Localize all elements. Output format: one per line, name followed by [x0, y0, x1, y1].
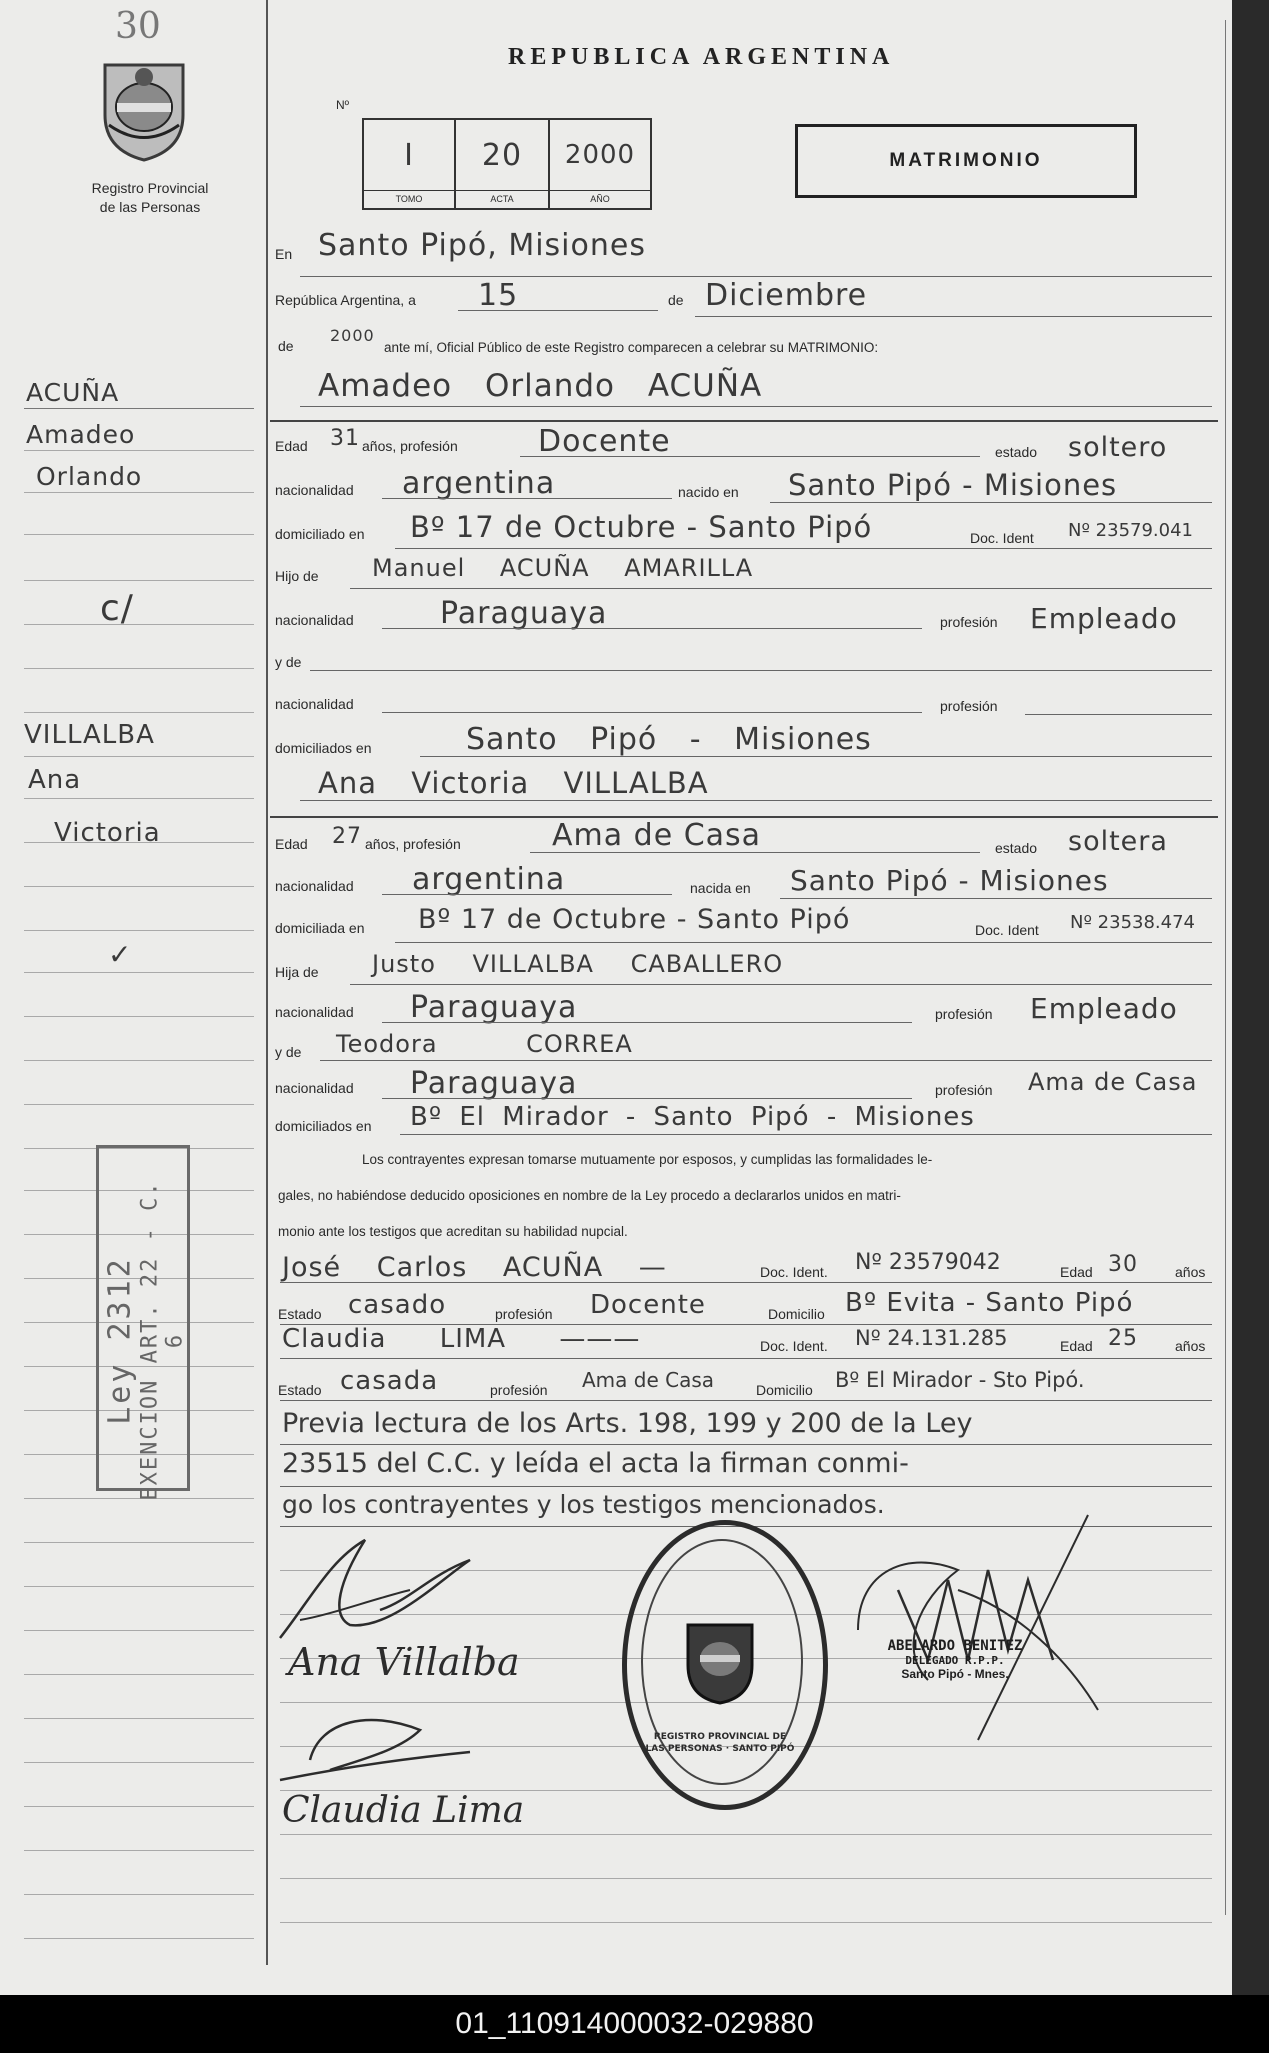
record-acta: 20 — [481, 138, 523, 173]
intro-en: En — [275, 246, 293, 262]
groom-mother-nat-label: nacionalidad — [275, 696, 354, 712]
file-id-caption: 01_110914000032-029880 — [0, 1995, 1269, 2053]
seal-text: REGISTRO PROVINCIAL DE LAS PERSONAS · SANTO PIPÓ — [645, 1732, 795, 1754]
groom-doc-label: Doc. Ident — [970, 530, 1034, 546]
signature-witness1 — [270, 1700, 490, 1800]
bride-father-nat-label: nacionalidad — [275, 1004, 354, 1020]
exemption-stamp — [96, 1145, 190, 1501]
margin-groom-name2: Orlando — [36, 462, 143, 491]
coat-of-arms-icon — [95, 55, 193, 165]
bride-doc-label: Doc. Ident — [975, 922, 1039, 938]
bride-estado-label: estado — [995, 840, 1038, 856]
intro-month: Diciembre — [705, 278, 868, 313]
country-title: REPUBLICA ARGENTINA — [508, 44, 895, 70]
witness2-estado: casada — [340, 1366, 439, 1396]
witness2-prof-label: profesión — [490, 1382, 548, 1398]
groom-father: Manuel ACUÑA AMARILLA — [372, 554, 754, 582]
witness2-edad-label: Edad — [1060, 1338, 1093, 1354]
registry-name-line1: Registro Provincial — [91, 180, 209, 196]
closing-line3: go los contrayentes y los testigos mencionados. — [282, 1490, 885, 1519]
groom-doc: Nº 23579.041 — [1068, 520, 1194, 541]
stamp-line1: Ley 2312 — [102, 1256, 138, 1425]
signature-bride: Ana Villalba — [288, 1640, 520, 1684]
margin-check: ✓ — [108, 938, 133, 971]
bride-mother-nat: Paraguaya — [410, 1066, 578, 1101]
margin-bride-name2: Victoria — [54, 818, 161, 848]
groom-dom-label: domiciliado en — [275, 526, 365, 542]
scanner-edge — [1232, 0, 1269, 1995]
official-seal — [622, 1520, 828, 1810]
witness1-age: 30 — [1108, 1252, 1138, 1277]
declaration-line2: gales, no habiéndose deducido oposiciones en nombre de la Ley procedo a declararlos unidos en matri- — [278, 1188, 901, 1203]
bride-nationality: argentina — [412, 862, 566, 897]
groom-edad-label: Edad — [275, 438, 308, 454]
intro-day: 15 — [478, 278, 519, 313]
groom-born-label: nacido en — [678, 484, 739, 500]
witness1-estado-label: Estado — [278, 1306, 322, 1322]
intro-de2: de — [278, 338, 294, 354]
bride-mother: Teodora CORREA — [336, 1030, 633, 1058]
witness2-prof: Ama de Casa — [582, 1368, 715, 1392]
groom-mother-prof-label: profesión — [940, 698, 998, 714]
bride-parents-dom-label: domiciliados en — [275, 1118, 372, 1134]
groom-age: 31 — [330, 426, 360, 451]
groom-estado-label: estado — [995, 444, 1038, 460]
groom-born: Santo Pipó - Misiones — [788, 468, 1118, 502]
bride-edad-label: Edad — [275, 836, 308, 852]
bride-dom-label: domiciliada en — [275, 920, 365, 936]
record-tomo-label: TOMO — [364, 190, 454, 208]
groom-father-nat-label: nacionalidad — [275, 612, 354, 628]
closing-line2: 23515 del C.C. y leída el acta la firman conmi- — [282, 1448, 909, 1479]
stamp-line2: EXENCION ART. 22 - C. 6 — [137, 1180, 188, 1501]
witness1-name: José Carlos ACUÑA — — [282, 1252, 667, 1283]
witness1-prof-label: profesión — [495, 1306, 553, 1322]
bride-born-label: nacida en — [690, 880, 751, 896]
witness2-estado-label: Estado — [278, 1382, 322, 1398]
bride-parents-dom: Bº El Mirador - Santo Pipó - Misiones — [410, 1102, 975, 1132]
bride-mother-prof: Ama de Casa — [1028, 1068, 1198, 1096]
record-acta-label: ACTA — [456, 190, 548, 208]
groom-nac-label: nacionalidad — [275, 482, 354, 498]
bride-father-label: Hija de — [275, 964, 319, 980]
official-stamp-line1: ABELARDO BENITEZ — [887, 1638, 1023, 1654]
signature-witness2: Claudia Lima — [282, 1790, 525, 1831]
witness1-estado: casado — [348, 1290, 447, 1320]
official-stamp — [860, 1638, 1050, 1681]
declaration-line3: monio ante los testigos que acreditan su habilidad nupcial. — [278, 1224, 628, 1239]
declaration-line1: Los contrayentes expresan tomarse mutuamente por esposos, y cumplidas las formalidades le- — [362, 1152, 933, 1167]
witness1-prof: Docente — [590, 1290, 706, 1320]
intro-year: 2000 — [330, 326, 375, 345]
witness2-doc-label: Doc. Ident. — [760, 1338, 828, 1354]
margin-groom-name1: Amadeo — [26, 420, 136, 449]
signature-groom — [270, 1520, 500, 1650]
intro-place: Santo Pipó, Misiones — [318, 228, 646, 263]
record-anio: 2000 — [564, 140, 636, 170]
margin-groom-surname: ACUÑA — [26, 378, 120, 407]
witness1-anos-label: años — [1175, 1264, 1206, 1280]
bride-mother-prof-label: profesión — [935, 1082, 993, 1098]
record-anio-label: AÑO — [550, 190, 650, 208]
bride-profession-label: años, profesión — [365, 836, 461, 852]
bride-estado: soltera — [1068, 826, 1168, 857]
signature-official — [838, 1510, 1108, 1750]
witness2-dom: Bº El Mirador - Sto Pipó. — [835, 1368, 1085, 1392]
groom-domicile: Bº 17 de Octubre - Santo Pipó — [410, 510, 873, 544]
intro-rep: República Argentina, a — [275, 292, 416, 308]
bride-mother-label: y de — [275, 1044, 302, 1060]
act-type: MATRIMONIO — [889, 150, 1043, 171]
bride-age: 27 — [332, 824, 362, 849]
groom-full-name: Amadeo Orlando ACUÑA — [318, 368, 763, 404]
registry-name-line2: de las Personas — [99, 199, 201, 215]
intro-de: de — [668, 292, 684, 308]
witness2-age: 25 — [1108, 1326, 1138, 1351]
groom-father-label: Hijo de — [275, 568, 319, 584]
act-type-box — [795, 124, 1137, 198]
witness2-doc: Nº 24.131.285 — [855, 1326, 1008, 1350]
groom-parents-dom-label: domiciliados en — [275, 740, 372, 756]
number-mark: Nº — [336, 98, 350, 112]
witness2-name: Claudia LIMA ——— — [282, 1324, 641, 1354]
groom-father-nat: Paraguaya — [440, 596, 608, 631]
groom-nationality: argentina — [402, 466, 556, 501]
bride-full-name: Ana Victoria VILLALBA — [318, 766, 709, 800]
groom-estado: soltero — [1068, 432, 1168, 463]
record-box — [362, 118, 652, 210]
bride-nac-label: nacionalidad — [275, 878, 354, 894]
witness1-dom: Bº Evita - Santo Pipó — [845, 1288, 1134, 1318]
margin-bride-surname: VILLALBA — [24, 720, 155, 750]
groom-parents-dom: Santo Pipó - Misiones — [466, 722, 872, 757]
official-stamp-line3: Santo Pipó - Mnes. — [901, 1667, 1009, 1681]
bride-born: Santo Pipó - Misiones — [790, 864, 1109, 897]
groom-mother-label: y de — [275, 654, 302, 670]
witness2-anos-label: años — [1175, 1338, 1206, 1354]
bride-mother-nat-label: nacionalidad — [275, 1080, 354, 1096]
bride-domicile: Bº 17 de Octubre - Santo Pipó — [418, 904, 851, 935]
bride-doc: Nº 23538.474 — [1070, 912, 1196, 933]
groom-father-prof-label: profesión — [940, 614, 998, 630]
page-number: 30 — [115, 6, 161, 47]
bride-father-nat: Paraguaya — [410, 990, 578, 1025]
record-tomo: I — [404, 138, 414, 173]
bride-father-prof: Empleado — [1030, 992, 1178, 1025]
margin-bride-name1: Ana — [28, 765, 82, 795]
witness1-doc-label: Doc. Ident. — [760, 1264, 828, 1280]
closing-line1: Previa lectura de los Arts. 198, 199 y 200 de la Ley — [282, 1408, 973, 1439]
witness1-doc: Nº 23579042 — [855, 1250, 1001, 1275]
witness1-dom-label: Domicilio — [768, 1306, 825, 1322]
witness1-edad-label: Edad — [1060, 1264, 1093, 1280]
seal-emblem-icon — [680, 1617, 760, 1707]
bride-father: Justo VILLALBA CABALLERO — [372, 950, 784, 978]
bride-profession: Ama de Casa — [552, 818, 762, 853]
groom-father-prof: Empleado — [1030, 602, 1178, 635]
margin-con: c/ — [100, 588, 134, 629]
official-stamp-line2: DELEGADO R.P.P. — [905, 1654, 1005, 1667]
witness2-dom-label: Domicilio — [756, 1382, 813, 1398]
bride-father-prof-label: profesión — [935, 1006, 993, 1022]
groom-profession: Docente — [538, 424, 671, 459]
intro-rest: ante mí, Oficial Público de este Registro comparecen a celebrar su MATRIMONIO: — [384, 340, 879, 355]
groom-profession-label: años, profesión — [362, 438, 458, 454]
